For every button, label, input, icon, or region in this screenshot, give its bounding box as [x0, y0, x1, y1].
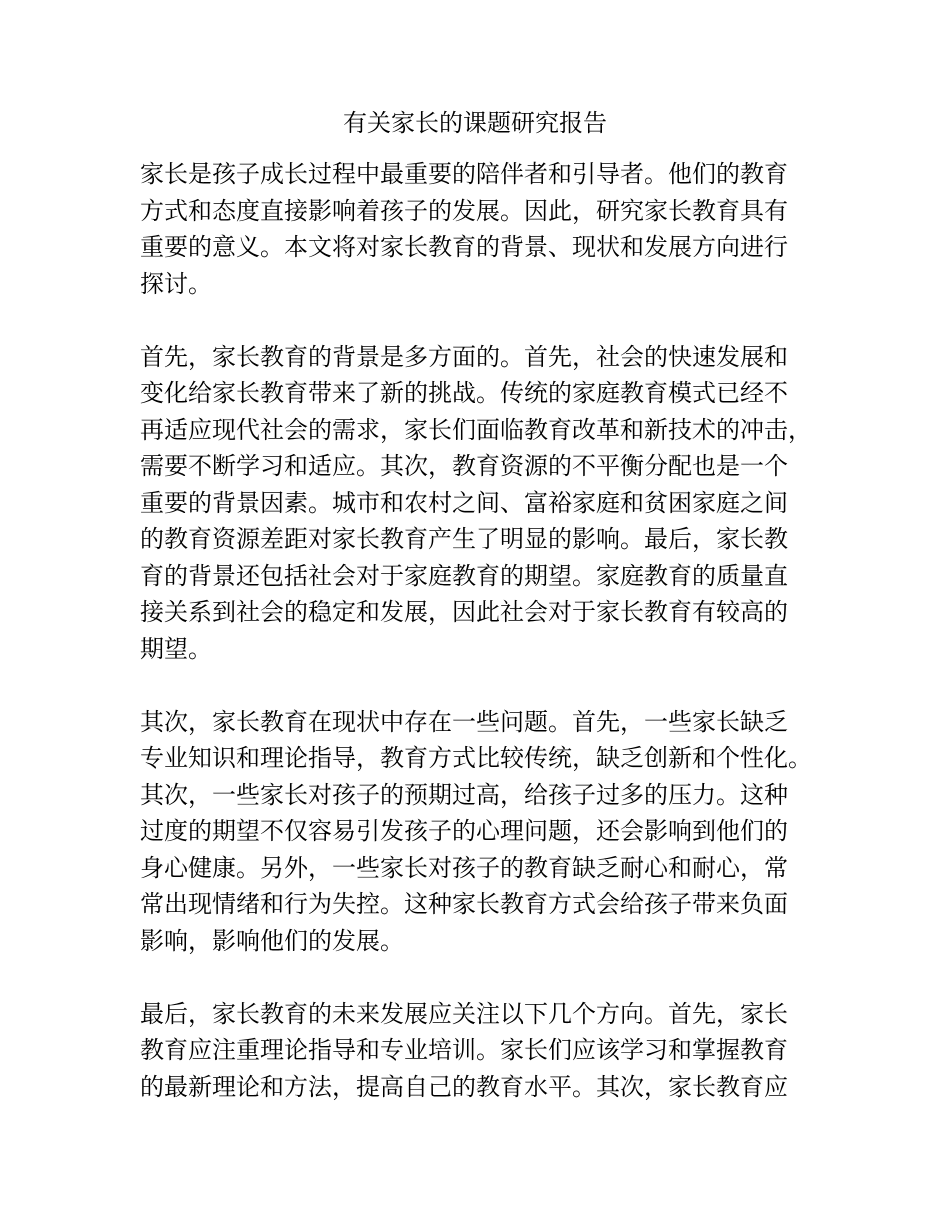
text-line: 的最新理论和方法，提高自己的教育水平。其次，家长教育应	[140, 1072, 788, 1101]
text-line: 首先，家长教育的背景是多方面的。首先，社会的快速发展和	[140, 342, 788, 371]
paragraph-spacer	[140, 959, 830, 996]
text-line: 变化给家长教育带来了新的挑战。传统的家庭教育模式已经不	[140, 379, 788, 407]
text-line: 其次，家长教育在现状中存在一些问题。首先，一些家长缺乏	[140, 707, 788, 736]
text-line: 重要的意义。本文将对家长教育的背景、现状和发展方向进行	[140, 233, 788, 261]
text-line: 接关系到社会的稳定和发展，因此社会对于家长教育有较高的	[140, 598, 788, 626]
paragraph-1	[140, 156, 830, 302]
text-line: 的教育资源差距对家长教育产生了明显的影响。最后，家长教	[140, 525, 788, 553]
paragraph-spacer	[140, 667, 830, 704]
text-line: 专业知识和理论指导，教育方式比较传统，缺乏创新和个性化。	[140, 744, 812, 772]
text-line: 期望。	[140, 634, 212, 663]
text-line: 过度的期望不仅容易引发孩子的心理问题，还会影响到他们的	[140, 817, 788, 845]
text-line: 育的背景还包括社会对于家庭教育的期望。家庭教育的质量直	[140, 561, 788, 590]
text-line: 需要不断学习和适应。其次，教育资源的不平衡分配也是一个	[140, 452, 788, 480]
paragraph-spacer	[140, 302, 830, 339]
paragraph-2	[140, 339, 830, 668]
text-line: 家长是孩子成长过程中最重要的陪伴者和引导者。他们的教育	[140, 160, 788, 188]
text-line: 教育应注重理论指导和专业培训。家长们应该学习和掌握教育	[140, 1036, 788, 1064]
text-line: 重要的背景因素。城市和农村之间、富裕家庭和贫困家庭之间	[140, 488, 788, 517]
text-line: 最后，家长教育的未来发展应关注以下几个方向。首先，家长	[140, 999, 788, 1028]
text-line: 常出现情绪和行为失控。这种家长教育方式会给孩子带来负面	[140, 890, 788, 918]
document-body	[140, 156, 830, 1105]
text-line: 探讨。	[140, 269, 212, 298]
paragraph-3	[140, 704, 830, 960]
paragraph-4	[140, 996, 830, 1106]
text-line: 身心健康。另外，一些家长对孩子的教育缺乏耐心和耐心，常	[140, 853, 788, 882]
text-line: 其次，一些家长对孩子的预期过高，给孩子过多的压力。这种	[140, 780, 788, 809]
text-line: 再适应现代社会的需求，家长们面临教育改革和新技术的冲击，	[140, 415, 812, 444]
text-line: 方式和态度直接影响着孩子的发展。因此，研究家长教育具有	[140, 196, 788, 225]
text-line: 影响，影响他们的发展。	[140, 926, 404, 955]
document-title: 有关家长的课题研究报告	[343, 109, 607, 137]
